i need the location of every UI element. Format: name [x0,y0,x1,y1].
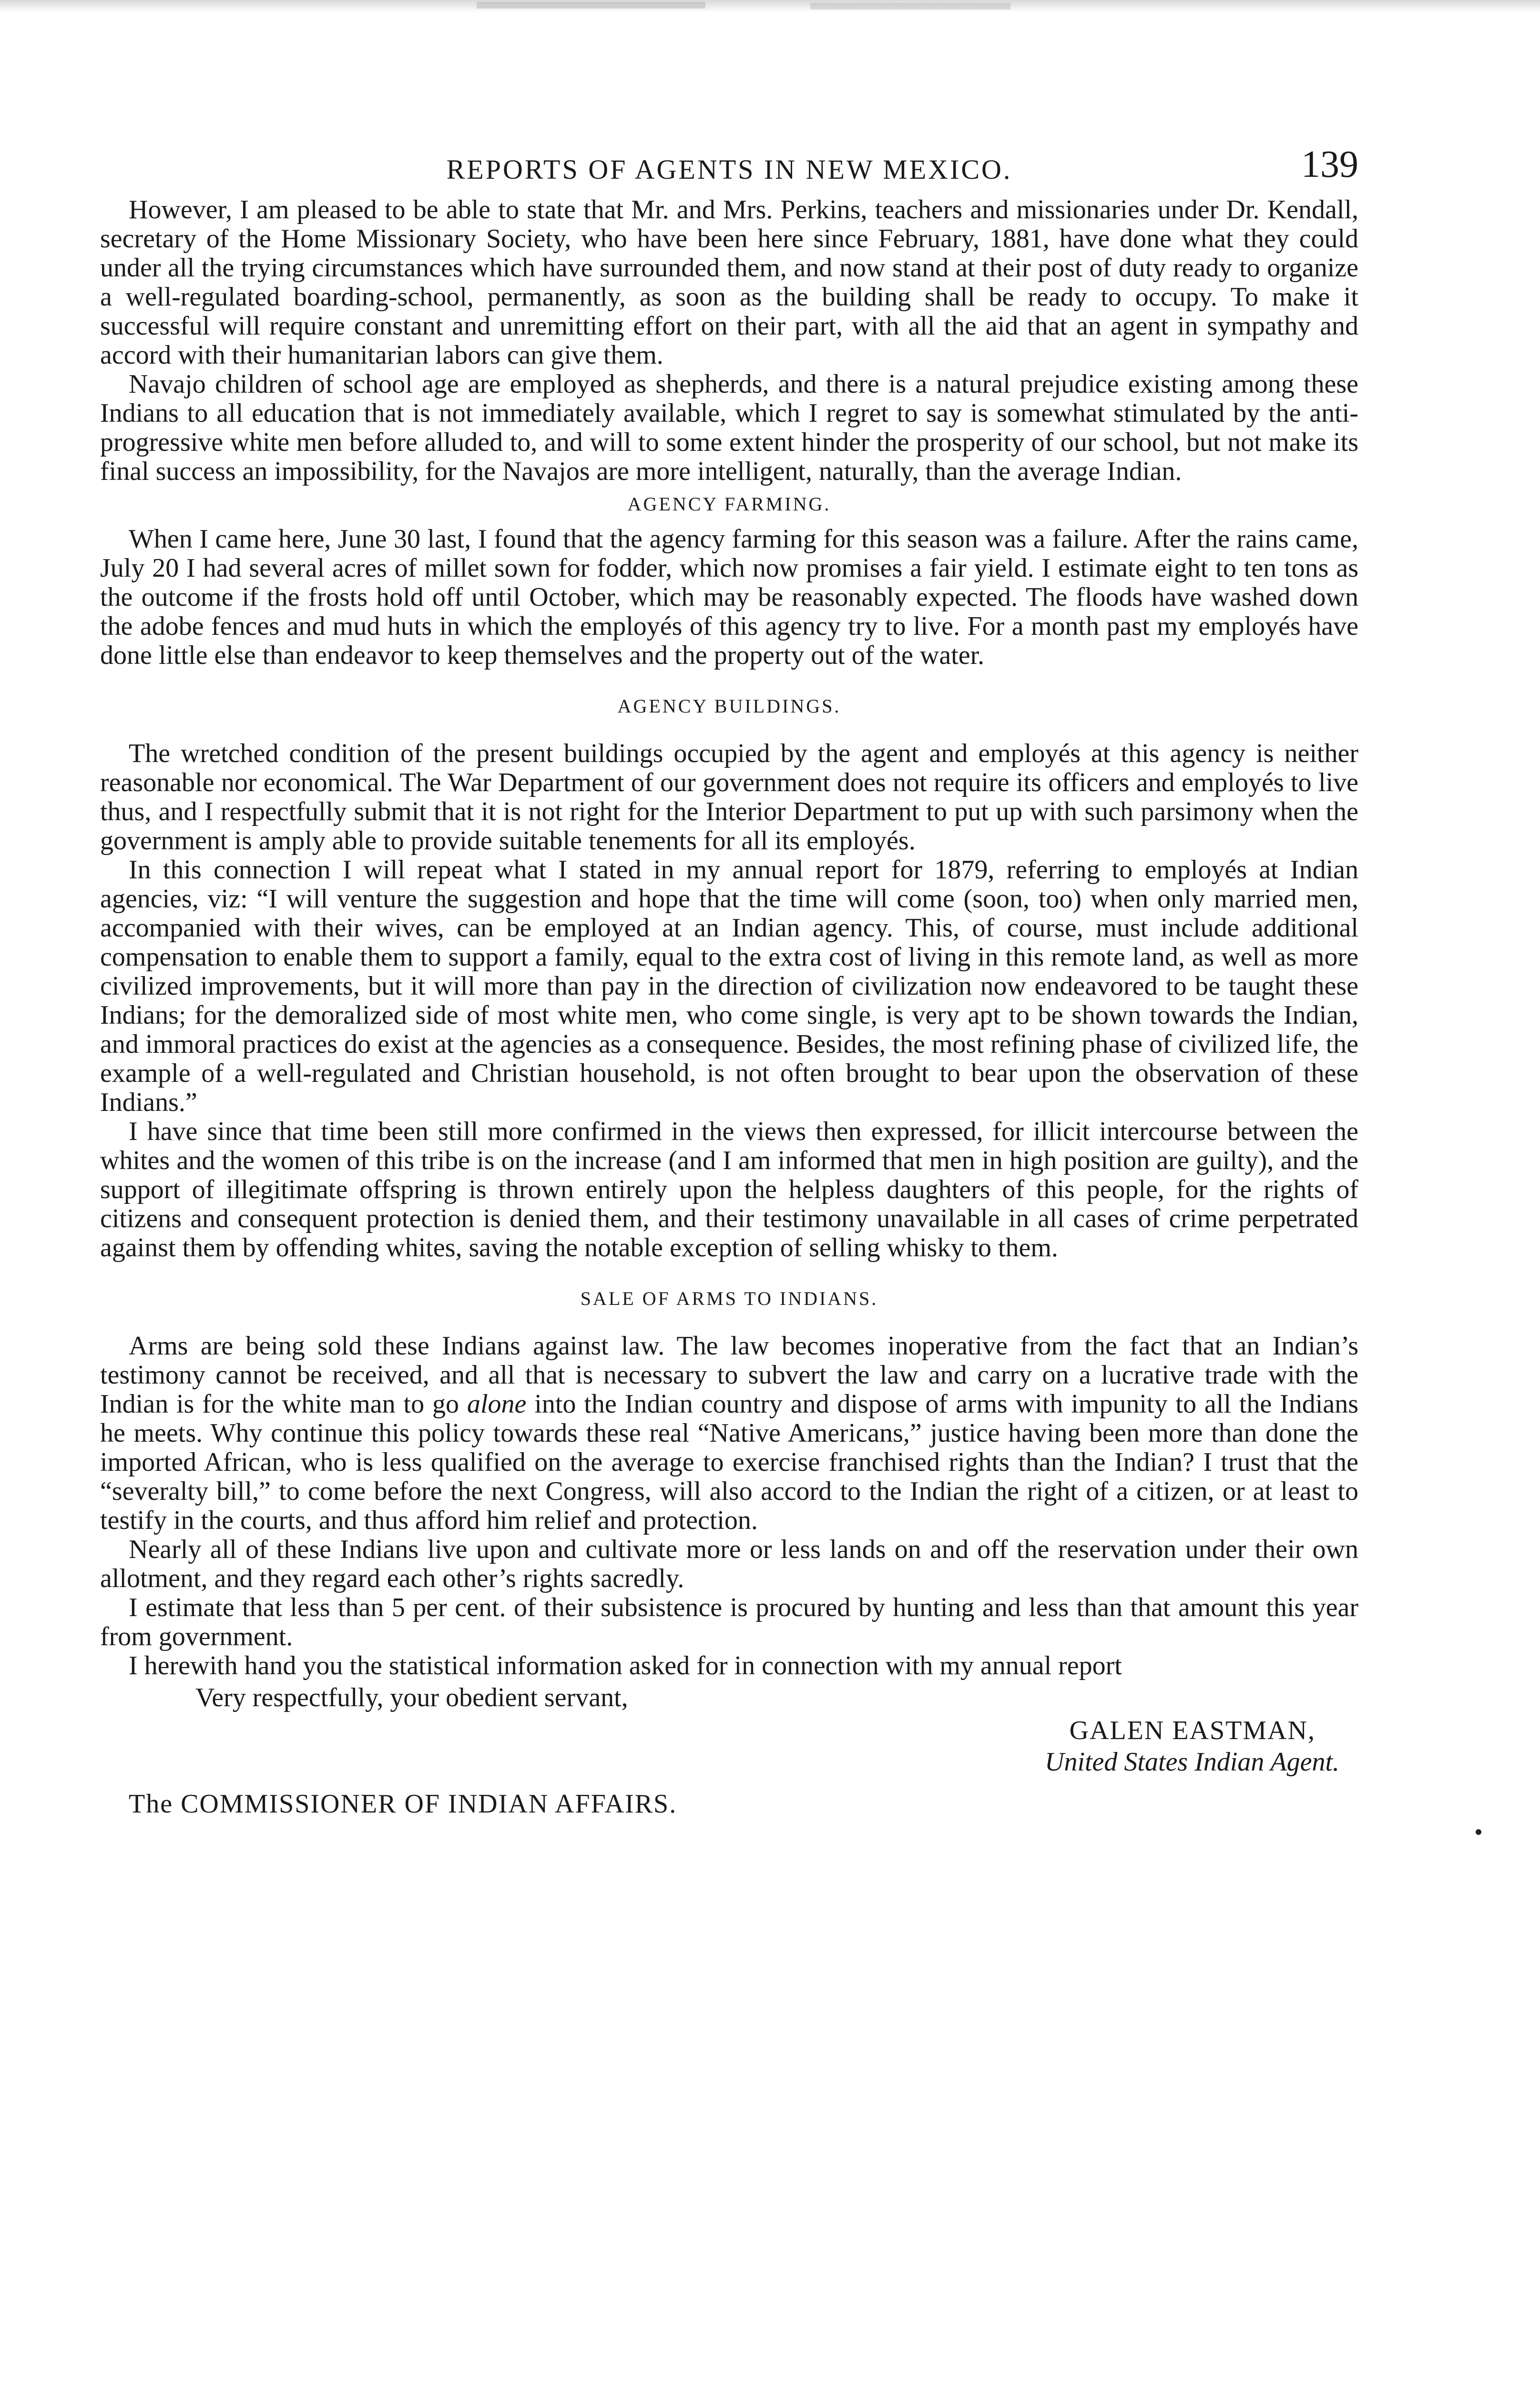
section-heading-arms: SALE OF ARMS TO INDIANS. [580,1288,878,1309]
document-page [100,143,1358,1819]
signer-title: United States Indian Agent. [1045,1747,1339,1777]
paragraph-text: into the Indian country and dispose of arms with impunity to all the Indians he meets. Why continue this policy towards these real “Native Americans,” justice having been more than done the imported African, who is less qualified on the average to exercise franchised rights than the Indian? I trust that the “severalty bill,” to come before the next Congress, will also accord to the Indian the right of a citizen, or at least to testify in the courts, and thus afford him relief and protection. [100,1389,1358,1535]
body-paragraph: I have since that time been still more confirmed in the views then expressed, for illicit intercourse between the whites and the women of this tribe is on the increase (and I am informed that men in high position are guilty), and the support of illegitimate offspring is thrown entirely upon the helpless daughters of this people, for the rights of citizens and consequent protection is denied them, and their testimony unavailable in all cases of crime perpetrated against them by offending whites, saving the notable exception of selling whisky to them. [100,1117,1358,1263]
scan-artifact [477,2,705,9]
running-header [100,143,1358,195]
signature-block [100,1714,1358,1777]
signer-name: GALEN EASTMAN, [1069,1716,1316,1745]
body-paragraph: I estimate that less than 5 per cent. of their subsistence is procured by hunting and less than that amount this year from government. [100,1593,1358,1651]
paragraph-text: Arms are being sold these Indians against law. The law becomes inoperative from the fact that an Indian’s testimony cannot be received, and all that is necessary to subvert the law and carry on a lucrative trade with the Indian is for the white man to go [100,1331,1358,1419]
running-title: REPORTS OF AGENTS IN NEW MEXICO. [446,154,1012,185]
body-paragraph: When I came here, June 30 last, I found that the agency farming for this season was a failure. After the rains came, July 20 I had several acres of millet sown for fodder, which now promises a fair yield. I estimate eight to ten tons as the outcome if the frosts hold off until October, which may be reasonably expected. The floods have washed down the adobe fences and mud huts in which the employés of this agency try to live. For a month past my employés have done little else than endeavor to keep themselves and the property out of the water. [100,524,1358,670]
addressee: The COMMISSIONER OF INDIAN AFFAIRS. [129,1789,677,1819]
body-paragraph: Navajo children of school age are employed as shepherds, and there is a natural prejudice existing among these Indians to all education that is not immediately available, which I regret to say is somewhat stimulated by the anti-progressive white men before alluded to, and will to some extent hinder the prosperity of our school, but not make its final success an impossibility, for the Navajos are more intelligent, naturally, than the average Indian. [100,369,1358,486]
closing-salutation: Very respectfully, your obedient servant, [195,1683,628,1712]
emphasized-word: alone [467,1389,527,1419]
scan-top-edge [0,0,1540,12]
body-paragraph: In this connection I will repeat what I stated in my annual report for 1879, referring to employés at Indian agencies, viz: “I will venture the suggestion and hope that the time will come (soon, too) when only married men, accompanied with their wives, can be employed at an Indian agency. This, of course, must include additional compensation to enable them to support a family, equal to the extra cost of living in this remote land, as well as more civilized improvements, but it will more than pay in the direction of civilization now endeavored to be taught these Indians; for the demoralized side of most white men, who come single, is very apt to be shown towards the Indian, and immoral practices do exist at the agencies as a consequence. Besides, the most refining phase of civilized life, the example of a well-regulated and Christian household, is not often brought to bear upon the observation of these Indians.” [100,855,1358,1117]
body-paragraph: The wretched condition of the present buildings occupied by the agent and employés at this agency is neither reasonable nor economical. The War Department of our government does not require its officers and employés to live thus, and I respectfully submit that it is not right for the Interior Department to put up with such parsimony when the government is amply able to provide suitable tenements for all its employés. [100,739,1358,855]
section-heading-buildings: AGENCY BUILDINGS. [617,695,841,717]
page-number: 139 [1301,143,1358,185]
body-paragraph: Nearly all of these Indians live upon and cultivate more or less lands on and off the reservation under their own allotment, and they regard each other’s rights sacredly. [100,1535,1358,1593]
section-heading-farming: AGENCY FARMING. [627,493,831,515]
margin-mark [1476,1829,1481,1835]
body-paragraph: I herewith hand you the statistical information asked for in connection with my annual report [129,1651,1122,1680]
body-paragraph [100,1332,1358,1535]
body-paragraph: However, I am pleased to be able to state that Mr. and Mrs. Perkins, teachers and missionaries under Dr. Kendall, secretary of the Home Missionary Society, who have been here since February, 1881, have done what they could under all the trying circumstances which have surrounded them, and now stand at their post of duty ready to organize a well-regulated boarding-school, permanently, as soon as the building shall be ready to occupy. To make it successful will require constant and unremitting effort on their part, with all the aid that an agent in sympathy and accord with their humanitarian labors can give them. [100,195,1358,370]
scan-artifact [810,3,1010,10]
